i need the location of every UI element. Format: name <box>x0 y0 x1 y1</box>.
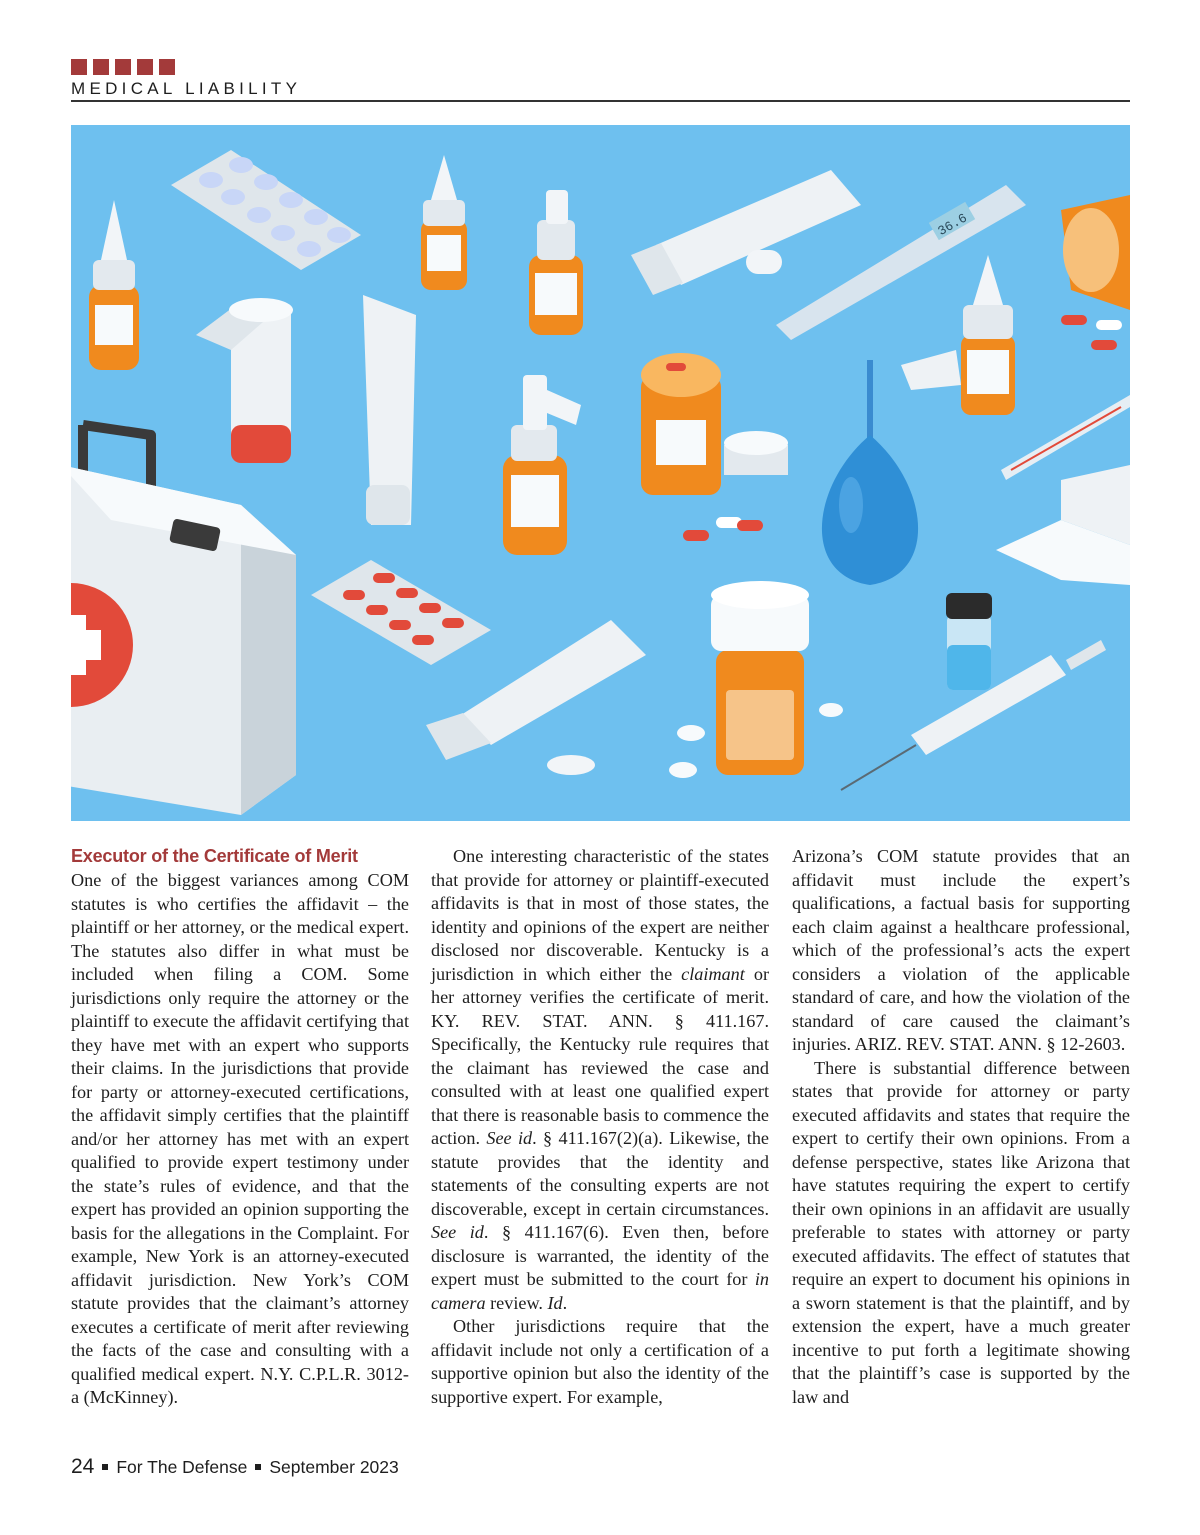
article-column-1 <box>71 845 409 1410</box>
thermometer-reading: 36.6 <box>935 210 970 240</box>
medical-supplies-illustration <box>71 125 1130 821</box>
page-number: 24 <box>71 1455 95 1478</box>
text-run: review. <box>485 1292 548 1313</box>
body-paragraph <box>431 845 769 1315</box>
italic-term: in camera <box>431 1269 769 1313</box>
italic-term: claimant <box>681 963 745 984</box>
text-run: . <box>562 1292 568 1313</box>
issue-date: September 2023 <box>269 1456 399 1477</box>
section-label: MEDICAL LIABILITY <box>71 79 302 98</box>
body-paragraph: Arizona’s COM statute provides that an affidavit must include the expert’s qualifications, a factual basis for supporting each claim against a healthcare professional, which of the professional’s acts the expert considers a violation of the applicable standard of care, and how the violation of the standard of care caused the claimant’s injuries. ARIZ. REV. STAT. ANN. § 12-2603. <box>792 846 1130 1054</box>
text-run: . § 411.167(6). Even then, before disclosure is warranted, the identity of the expert must be submitted to the court for <box>431 1222 769 1289</box>
marker-square <box>93 59 109 75</box>
italic-citation: See id <box>486 1128 533 1148</box>
article-column-3 <box>792 845 1130 1409</box>
separator-dot <box>102 1464 108 1470</box>
header-rule <box>71 100 1130 102</box>
text-run: . § 411.167(2)(a). Likewise, the statute provides that the identity and statements of the consulting experts are not discoverable, except in certain circumstances. <box>431 1128 769 1219</box>
section-marker-squares <box>71 59 175 75</box>
italic-citation: Id <box>547 1292 563 1313</box>
body-paragraph: Other jurisdictions require that the affidavit include not only a certification of a supportive opinion but also the identity of the supportive expert. For example, <box>431 1316 769 1407</box>
publication-name: For The Defense <box>116 1456 248 1477</box>
text-run: One interesting characteristic of the states that provide for attorney or plaintiff-executed affidavits is that in most of those states, the identity and opinions of the expert are neither disclosed nor discoverable. Kentucky is a jurisdiction in which either the <box>431 846 769 984</box>
body-paragraph: There is substantial difference between states that provide for attorney or party executed affidavits and states that require the expert to certify their own opinions. From a defense perspective, states like Arizona that have statutes requiring the expert to certify their own opinions in an affidavit are usually preferable to states with attorney or party executed affidavits. The effect of statutes that require an expert to document his opinions in a sworn statement is that the plaintiff, and by extension the expert, have a much greater incentive to put forth a legitimate showing that the plaintiff’s case is supported by the law and <box>792 1057 1130 1407</box>
marker-square <box>137 59 153 75</box>
marker-square <box>71 59 87 75</box>
page-footer <box>71 1455 399 1479</box>
italic-citation: See id <box>431 1222 484 1242</box>
marker-square <box>115 59 131 75</box>
vial-icon <box>946 593 992 690</box>
cream-tube-icon <box>363 295 416 525</box>
marker-square <box>159 59 175 75</box>
body-paragraph: One of the biggest variances among COM statutes is who certifies the affidavit – the plaintiff or her attorney, or the medical expert. The statutes also differ in what must be included when filing a COM. Some jurisdictions only require the attorney or the plaintiff to execute the affidavit certifying that they have met with an expert who supports their claims. In the jurisdictions that provide for party or attorney-executed certifications, the affidavit simply certifies that the plaintiff and/or her attorney has met with an expert qualified to provide expert testimony under the state’s rules of evidence, and that the expert has provided an opinion supporting the basis for the allegations in the Complaint. For example, New York is an attorney-executed affidavit jurisdiction. New York’s COM statute provides that the claimant’s attorney executes a certificate of merit after reviewing the facts of the case and consulting with a qualified medical expert. N.Y. C.P.L.R. 3012-a (McKinney). <box>71 870 409 1407</box>
section-subhead: Executor of the Certificate of Merit <box>71 846 358 866</box>
text-run: or her attorney verifies the certificate of merit. KY. REV. STAT. ANN. § 411.167. Specifically, the Kentucky rule requires that the claimant has reviewed the case and consulted with at least one qualified expert that there is reasonable basis to commence the action. <box>431 963 769 1148</box>
separator-dot <box>255 1464 261 1470</box>
article-column-2 <box>431 845 769 1409</box>
